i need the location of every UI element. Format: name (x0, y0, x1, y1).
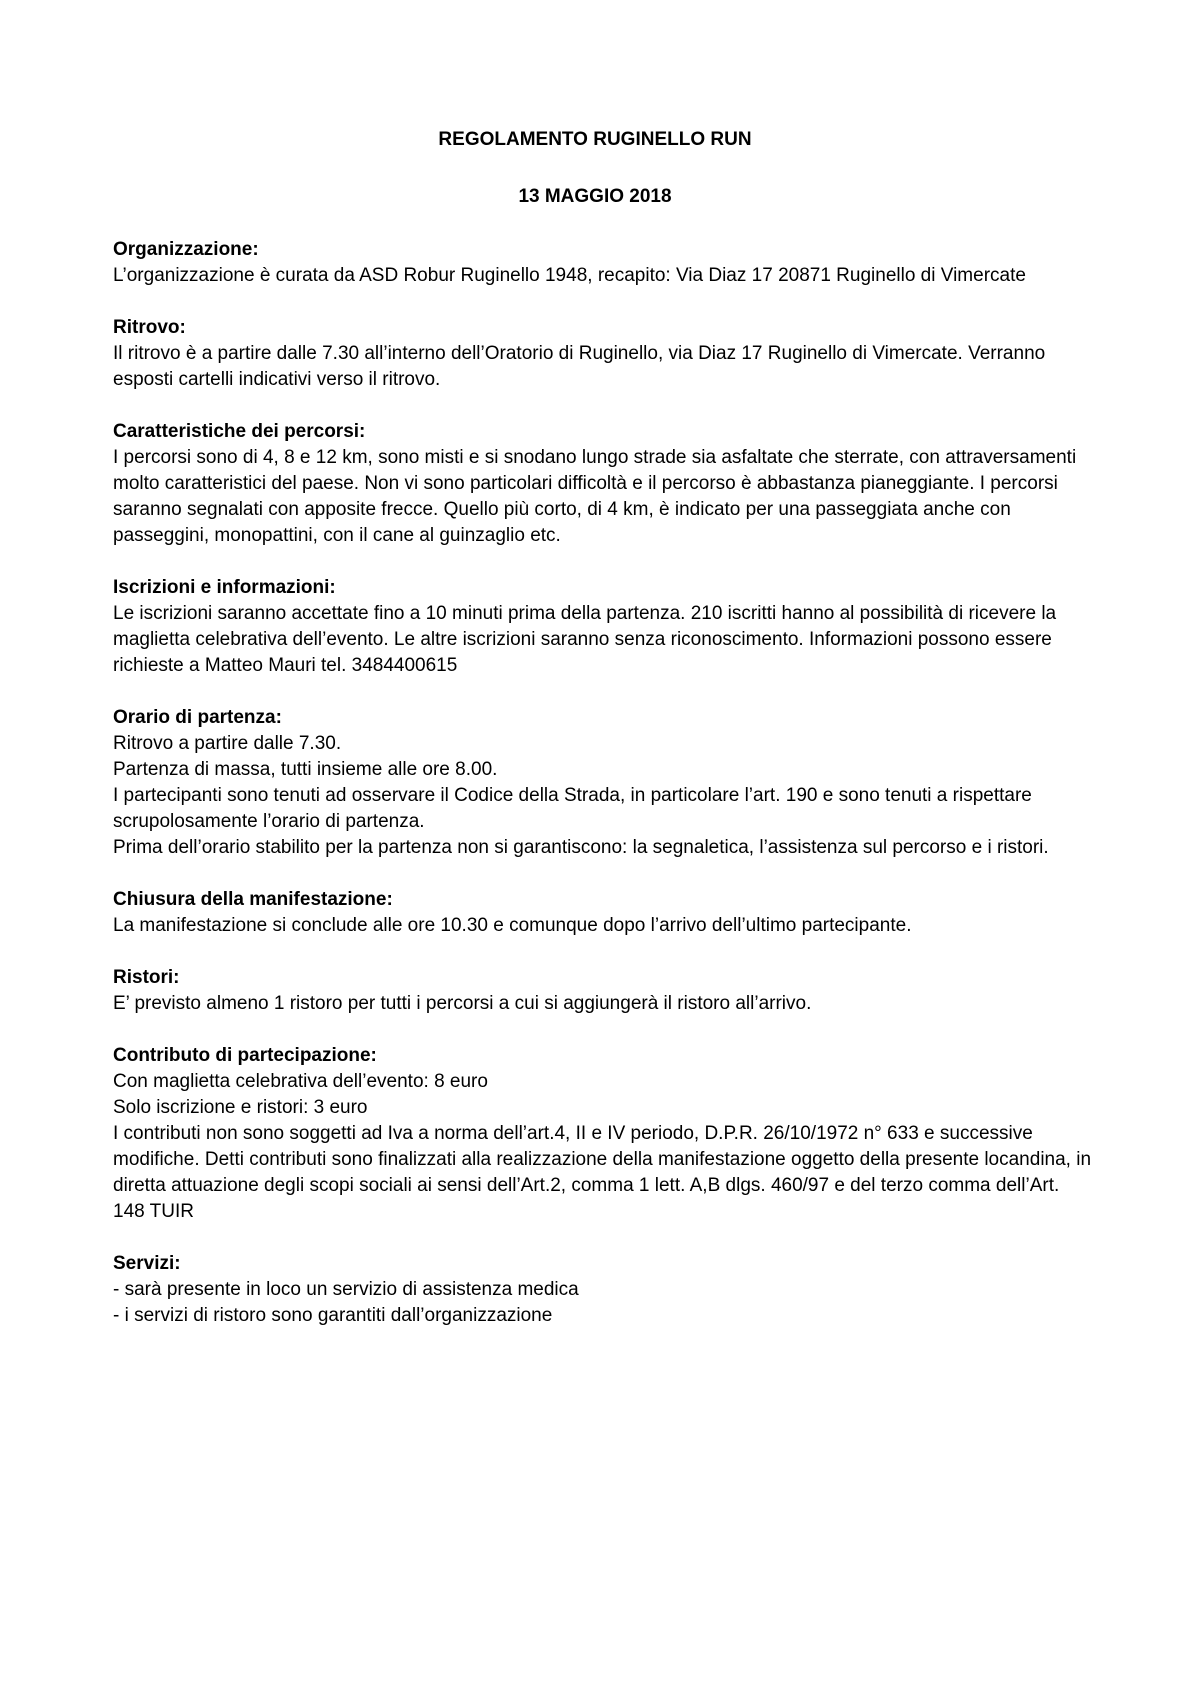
section-paragraph: Le iscrizioni saranno accettate fino a 10 minuti prima della partenza. 210 iscritti hanno al possibilità di ricevere la maglietta celebrativa dell’evento. Le altre iscrizioni saranno senza riconoscimento. Informazioni possono essere richieste a Matteo Mauri tel. 3484400615 (113, 603, 1057, 676)
section-servizi (113, 1251, 1093, 1329)
document-date: 13 MAGGIO 2018 (518, 186, 672, 207)
section-heading: Caratteristiche dei percorsi: (113, 421, 366, 442)
section-line: Solo iscrizione e ristori: 3 euro (113, 1097, 368, 1118)
section-paragraph: E’ previsto almeno 1 ristoro per tutti i percorsi a cui si aggiungerà il ristoro all’arrivo. (113, 993, 812, 1014)
section-organizzazione (113, 237, 1093, 289)
section-heading: Servizi: (113, 1253, 181, 1274)
section-paragraph: L’organizzazione è curata da ASD Robur Ruginello 1948, recapito: Via Diaz 17 20871 Ruginello di Vimercate (113, 265, 1026, 286)
section-heading: Iscrizioni e informazioni: (113, 577, 336, 598)
section-chiusura-manifestazione (113, 887, 1093, 939)
section-heading: Ristori: (113, 967, 180, 988)
section-paragraph: I percorsi sono di 4, 8 e 12 km, sono misti e si snodano lungo strade sia asfaltate che sterrate, con attraversamenti molto caratteristici del paese. Non vi sono particolari difficoltà e il percorso è abbastanza pianeggiante. I percorsi saranno segnalati con apposite frecce. Quello più corto, di 4 km, è indicato per una passeggiata anche con passeggini, monopattini, con il cane al guinzaglio etc. (113, 447, 1077, 546)
document-title: REGOLAMENTO RUGINELLO RUN (438, 129, 752, 150)
list-item: - i servizi di ristoro sono garantiti dall’organizzazione (113, 1305, 553, 1326)
section-iscrizioni-informazioni (113, 575, 1093, 679)
section-line: Con maglietta celebrativa dell’evento: 8 euro (113, 1071, 488, 1092)
section-ritrovo (113, 315, 1093, 393)
section-caratteristiche-percorsi (113, 419, 1093, 549)
section-heading: Organizzazione: (113, 239, 259, 260)
document-body (113, 237, 1093, 1355)
section-line: Partenza di massa, tutti insieme alle ore 8.00. (113, 759, 498, 780)
section-heading: Ritrovo: (113, 317, 186, 338)
section-line: Prima dell’orario stabilito per la partenza non si garantiscono: la segnaletica, l’assistenza sul percorso e i ristori. (113, 837, 1049, 858)
section-ristori (113, 965, 1093, 1017)
section-paragraph: La manifestazione si conclude alle ore 10.30 e comunque dopo l’arrivo dell’ultimo partecipante. (113, 915, 912, 936)
section-heading: Orario di partenza: (113, 707, 282, 728)
section-heading: Chiusura della manifestazione: (113, 889, 393, 910)
section-paragraph: Il ritrovo è a partire dalle 7.30 all’interno dell’Oratorio di Ruginello, via Diaz 17 Ruginello di Vimercate. Verranno esposti cartelli indicativi verso il ritrovo. (113, 343, 1046, 390)
section-line: I partecipanti sono tenuti ad osservare il Codice della Strada, in particolare l’art. 190 e sono tenuti a rispettare scrupolosamente l’orario di partenza. (113, 785, 1032, 832)
section-heading: Contributo di partecipazione: (113, 1045, 377, 1066)
section-paragraph: I contributi non sono soggetti ad Iva a norma dell’art.4, II e IV periodo, D.P.R. 26/10/1972 n° 633 e successive modifiche. Detti contributi sono finalizzati alla realizzazione della manifestazione oggetto della presente locandina, in diretta attuazione degli scopi sociali ai sensi dell’Art.2, comma 1 lett. A,B dlgs. 460/97 e del terzo comma dell’Art. 148 TUIR (113, 1123, 1092, 1222)
list-item: - sarà presente in loco un servizio di assistenza medica (113, 1279, 579, 1300)
section-orario-partenza (113, 705, 1093, 861)
section-line: Ritrovo a partire dalle 7.30. (113, 733, 342, 754)
section-contributo-partecipazione (113, 1043, 1093, 1225)
